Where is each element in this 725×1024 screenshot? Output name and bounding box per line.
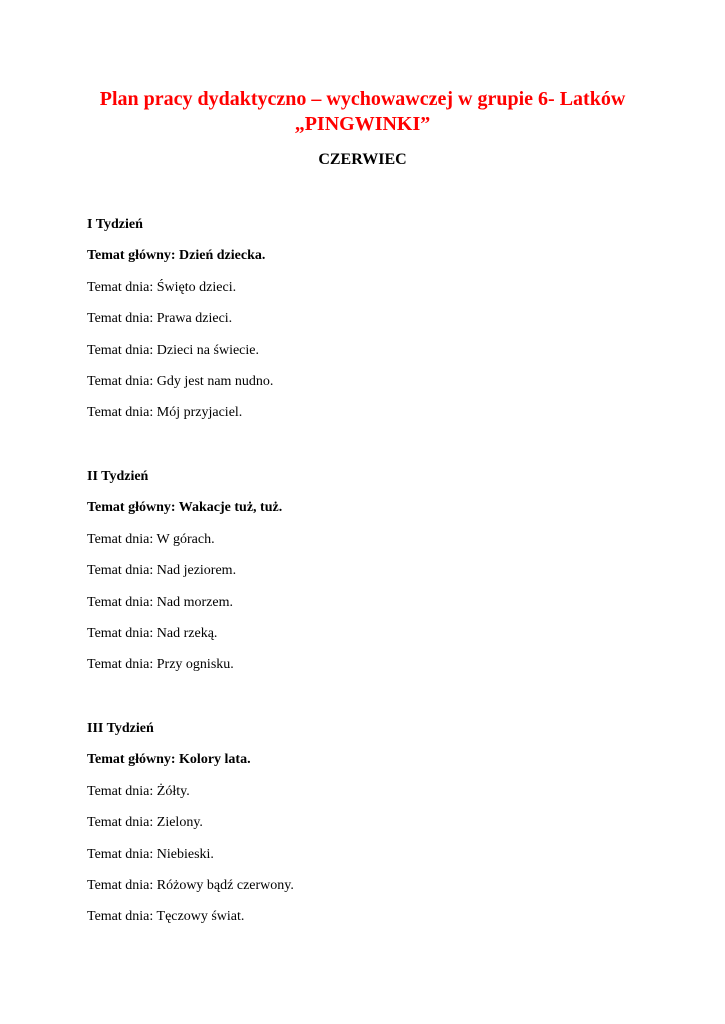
day-topic: Temat dnia: Nad jeziorem. <box>87 563 237 579</box>
day-topic: Temat dnia: Nad rzeką. <box>87 625 218 641</box>
day-topic: Temat dnia: Zielony. <box>87 815 203 831</box>
week-section-3 <box>87 719 647 939</box>
day-topic: Temat dnia: Nad morzem. <box>87 594 233 610</box>
day-topic: Temat dnia: Niebieski. <box>87 846 214 862</box>
main-topic: Temat główny: Dzień dziecka. <box>87 248 266 264</box>
day-topic: Temat dnia: Tęczowy świat. <box>87 909 245 925</box>
document-title: Plan pracy dydaktyczno – wychowawczej w grupie 6- Latków <box>99 88 626 110</box>
main-topic: Temat główny: Wakacje tuż, tuż. <box>87 500 283 516</box>
week-heading: II Tydzień <box>87 469 149 484</box>
day-topic: Temat dnia: Gdy jest nam nudno. <box>87 373 274 389</box>
day-topic: Temat dnia: Żółty. <box>87 783 190 799</box>
main-topic: Temat główny: Kolory lata. <box>87 752 251 768</box>
day-topic: Temat dnia: Święto dzieci. <box>87 279 237 295</box>
group-name: „PINGWINKI” <box>294 113 431 135</box>
month-heading: CZERWIEC <box>318 151 407 168</box>
day-topic: Temat dnia: Prawa dzieci. <box>87 311 233 327</box>
day-topic: Temat dnia: Różowy bądź czerwony. <box>87 877 294 893</box>
day-topic: Temat dnia: Przy ognisku. <box>87 657 234 673</box>
day-topic: Temat dnia: Mój przyjaciel. <box>87 405 243 421</box>
week-heading: III Tydzień <box>87 721 154 736</box>
day-topic: Temat dnia: W górach. <box>87 531 215 547</box>
week-heading: I Tydzień <box>87 217 143 232</box>
day-topic: Temat dnia: Dzieci na świecie. <box>87 342 259 358</box>
week-section-2 <box>87 467 647 687</box>
week-section-1 <box>87 215 647 435</box>
